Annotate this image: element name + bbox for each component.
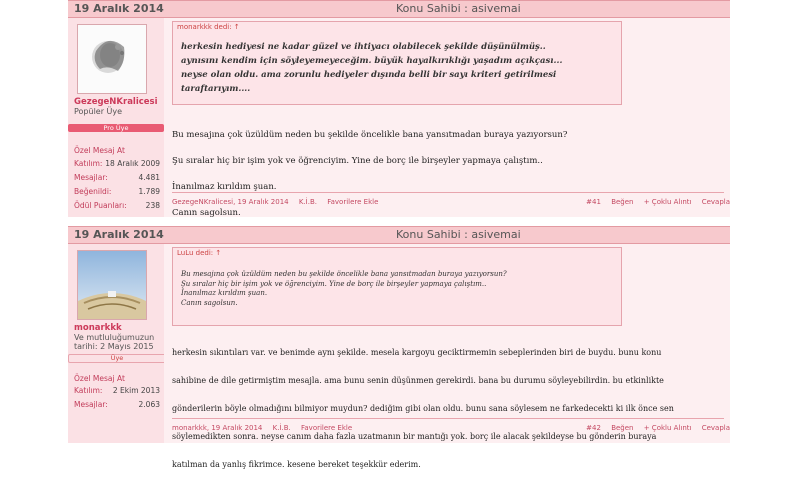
message-line: herkesin sıkıntıları var. ve benimde aynı şekilde. mesela kargoyu geciktirmemin sebeplerinden biri de buydu. bunu konu [172,348,662,357]
avatar[interactable] [77,24,147,94]
quote-line: Canın sagolsun. [181,298,238,307]
add-favorites-link[interactable]: Favorilere Ekle [301,424,353,432]
post-date: 19 Aralık 2014 [74,2,164,15]
post-footer [172,424,730,432]
post-body [68,244,730,469]
quote-text [181,270,615,308]
stat-value: 4.481 [138,173,160,182]
stat-value: 238 [145,201,160,210]
post-header [68,226,730,244]
add-favorites-link[interactable]: Favorilere Ekle [327,198,379,206]
kib-link[interactable]: K.İ.B. [298,198,317,206]
post-body [68,18,730,217]
footer-divider [172,192,724,193]
user-title-line1: Ve mutluluğumuzun [74,333,155,342]
stat-join [74,386,160,395]
reply-button[interactable]: Cevapla [701,424,730,432]
quote-line: neyse olan oldu. ama zorunlu hediyeler dışında belli bir sayı kriteri getirilmesi [181,70,557,80]
post-41 [68,0,730,217]
user-info [68,244,164,443]
user-rank-badge: Üye [68,354,166,363]
post-footer [172,198,730,206]
post-actions [578,424,730,432]
quote-line: taraftarıyım.... [181,84,251,94]
reply-button[interactable]: Cevapla [701,198,730,206]
quote-author[interactable]: LuLu dedi: ↑ [177,249,222,257]
message-text [172,332,724,486]
quote-author[interactable]: monarkkk dedi: ↑ [177,23,240,31]
thread-owner: Konu Sahibi : asivemai [396,228,521,241]
user-title-line2: tarihi: 2 Mayıs 2015 [74,342,154,351]
private-message-link[interactable]: Özel Mesaj At [74,146,125,155]
message-text [172,116,724,233]
user-title: Popüler Üye [74,107,123,116]
stat-value: 2.063 [138,400,160,409]
stat-value: 2 Ekim 2013 [112,386,160,395]
footer-divider [172,418,724,419]
avatar-image [78,251,146,319]
stat-label[interactable]: Ödül Puanları: [74,201,127,210]
quote-line: aynısını kendim için söyleyemeyeceğim. büyük hayalkırıklığı yaşadım açıkçası... [181,56,563,66]
user-rank-badge: Pro Üye [68,124,164,132]
username[interactable]: monarkkk [74,323,122,333]
message-line: İnanılmaz kırıldım şuan. [172,182,277,192]
post-number-link[interactable]: #42 [586,424,601,432]
stat-label[interactable]: Beğenildi: [74,187,112,196]
quote-line: Şu sıralar hiç bir işim yok ve öğrenciyim. Yine de borç ile birşeyler yapmaya çalıştım.. [181,279,487,288]
message-line: sahibine de dile getirmiştim mesajla. ama bunu senin düşünmen gerekirdi. bana bu durumu söyleyebilirdin. bu etkinlikte [172,376,664,385]
post-42 [68,226,730,469]
stat-messages [74,400,160,409]
kib-link[interactable]: K.İ.B. [272,424,291,432]
quote-line: herkesin hediyesi ne kadar güzel ve ihtiyacı olabilecek şekilde düşünülmüş.. [181,42,546,52]
post-author-date-link[interactable]: monarkkk, 19 Aralık 2014 [172,424,263,432]
message-line: söylemedikten sonra. neyse canım daha fazla uzatmanın bir mantığı yok. borç ile alacak şekildeyse bu gönderin buraya [172,432,657,441]
avatar[interactable] [77,250,147,320]
avatar-image [78,25,146,93]
stat-label: Katılım: [74,386,103,395]
stat-label[interactable]: Mesajlar: [74,400,108,409]
like-button[interactable]: Beğen [611,424,634,432]
message-line: Canın sagolsun. [172,208,241,218]
post-content [164,244,730,469]
quote-block [172,247,622,326]
private-message-link[interactable]: Özel Mesaj At [74,374,125,383]
stat-messages [74,173,160,182]
message-line: Şu sıralar hiç bir işim yok ve öğrenciyim. Yine de borç ile birşeyler yapmaya çalıştım.. [172,156,543,166]
message-line: gönderilerin böyle olmadığını bilmiyor muydun? dediğim gibi olan oldu. bunu sana söylesem ne farkedecekti ki ilk önce sen [172,404,674,413]
post-number-link[interactable]: #41 [586,198,601,206]
username[interactable]: GezegeNKralicesi [74,97,158,107]
quote-text [181,40,615,96]
quote-line: İnanılmaz kırıldım şuan. [181,289,268,297]
like-button[interactable]: Beğen [611,198,634,206]
user-info [68,18,164,217]
stat-likes [74,187,160,196]
stat-value: 18 Aralık 2009 [105,159,160,168]
post-actions [578,198,730,206]
stat-label[interactable]: Mesajlar: [74,173,108,182]
multi-quote-button[interactable]: + Çoklu Alıntı [643,198,692,206]
post-date: 19 Aralık 2014 [74,228,164,241]
message-line: Bu mesajına çok üzüldüm neden bu şekilde öncelikle bana yansıtmadan buraya yazıyorsun? [172,130,568,140]
quote-line: Bu mesajına çok üzüldüm neden bu şekilde öncelikle bana yansıtmadan buraya yazıyorsun? [181,270,507,278]
thread-owner: Konu Sahibi : asivemai [396,2,521,15]
post-author-date-link[interactable]: GezegeNKralicesi, 19 Aralık 2014 [172,198,289,206]
multi-quote-button[interactable]: + Çoklu Alıntı [643,424,692,432]
post-header [68,0,730,18]
stat-awards [74,201,160,210]
post-content [164,18,730,217]
stat-value: 1.789 [138,187,160,196]
stat-join [74,159,160,168]
quote-block [172,21,622,105]
message-line: katılman da yanlış fikrimce. kesene bereket teşekkür ederim. [172,460,421,469]
stat-label: Katılım: [74,159,103,168]
